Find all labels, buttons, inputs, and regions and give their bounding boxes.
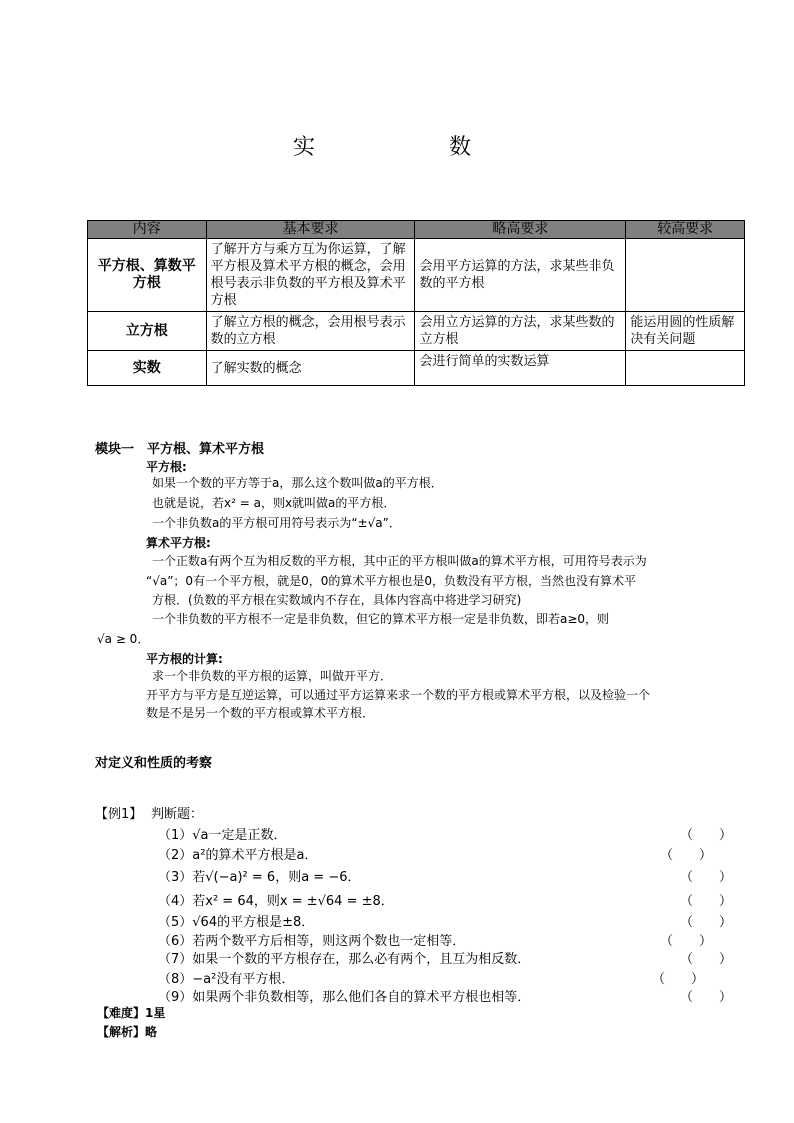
- example-label: 【例1】: [95, 807, 143, 822]
- table-cell-higher: 会进行简单的实数运算: [415, 351, 626, 386]
- answer-blank[interactable]: （ ）: [660, 934, 713, 949]
- section-title-arithmetic-root: 算术平方根:: [146, 536, 211, 550]
- table-cell-basic: 了解立方根的概念，会用根号表示数的立方根: [206, 312, 415, 351]
- answer-blank[interactable]: （ ）: [680, 870, 733, 885]
- example-prompt: 判断题：: [151, 807, 204, 822]
- table-cell-basic: 了解实数的概念: [206, 351, 415, 386]
- section-heading: 对定义和性质的考察: [95, 756, 213, 771]
- question-item: （5）√64的平方根是±8．: [158, 915, 315, 930]
- question-item: （4）若x² = 64，则x = ±√64 = ±8．: [158, 894, 394, 909]
- definition-line: 求一个非负数的平方根的运算，叫做开平方．: [152, 669, 393, 683]
- section-title-square-root: 平方根:: [146, 460, 187, 474]
- answer-blank[interactable]: （ ）: [660, 848, 713, 863]
- table-cell-highest: 能运用圆的性质解决有关问题: [626, 312, 745, 351]
- difficulty-label: 【难度】1星: [97, 1006, 166, 1020]
- definition-line: √a ≥ 0．: [97, 632, 150, 646]
- answer-blank[interactable]: （ ）: [680, 828, 733, 843]
- definition-line: 也就是说，若x² = a，则x就叫做a的平方根．: [152, 496, 396, 510]
- definition-line: 一个非负数的平方根不一定是非负数，但它的算术平方根一定是非负数，即若a≥0，则: [152, 612, 610, 626]
- question-item: （8）−a²没有平方根．: [158, 972, 295, 987]
- table-cell-topic: 平方根、算数平方根: [88, 239, 207, 312]
- table-cell-highest: [626, 351, 745, 386]
- requirements-table: [87, 220, 745, 386]
- table-header: 内容: [88, 221, 207, 239]
- table-row: [88, 351, 745, 386]
- definition-line: 如果一个数的平方等于a，那么这个数叫做a的平方根．: [152, 476, 443, 490]
- question-item: （7）如果一个数的平方根存在，那么必有两个，且互为相反数．: [158, 952, 531, 967]
- table-header: 基本要求: [206, 221, 415, 239]
- question-item: （1）√a一定是正数．: [158, 828, 287, 843]
- section-title-root-calculation: 平方根的计算:: [146, 652, 223, 666]
- table-header-row: [88, 221, 745, 239]
- table-cell-basic: 了解开方与乘方互为你运算，了解平方根及算术平方根的概念，会用根号表示非负数的平方根及算术平方根: [206, 239, 415, 312]
- table-cell-higher: 会用平方运算的方法，求某些非负数的平方根: [415, 239, 626, 312]
- definition-line: “√a”；0有一个平方根，就是0，0的算术平方根也是0，负数没有平方根，当然也没有算术平: [146, 574, 636, 588]
- question-item: （9）如果两个非负数相等，那么他们各自的算术平方根也相等．: [158, 990, 531, 1005]
- definition-line: 方根．(负数的平方根在实数域内不存在，具体内容高中将进学习研究): [152, 593, 522, 607]
- table-cell-higher: 会用立方运算的方法，求某些数的立方根: [415, 312, 626, 351]
- table-row: [88, 239, 745, 312]
- definition-line: 一个正数a有两个互为相反数的平方根，其中正的平方根叫做a的算术平方根，可用符号表示为: [152, 554, 647, 568]
- answer-blank[interactable]: （ ）: [680, 894, 733, 909]
- table-cell-highest: [626, 239, 745, 312]
- analysis-label: 【解析】略: [97, 1025, 158, 1039]
- table-header: 较高要求: [626, 221, 745, 239]
- table-header: 略高要求: [415, 221, 626, 239]
- question-item: （3）若√(−a)² = 6，则a = −6．: [158, 870, 361, 885]
- answer-blank[interactable]: （ ）: [680, 952, 733, 967]
- question-item: （6）若两个数平方后相等，则这两个数也一定相等．: [158, 934, 466, 949]
- table-row: [88, 312, 745, 351]
- table-cell-topic: 实数: [88, 351, 207, 386]
- definition-line: 一个非负数a的平方根可用符号表示为“±√a”．: [152, 516, 401, 530]
- answer-blank[interactable]: （ ）: [652, 972, 705, 987]
- answer-blank[interactable]: （ ）: [680, 990, 733, 1005]
- module-heading: 模块一 平方根、算术平方根: [95, 442, 265, 457]
- answer-blank[interactable]: （ ）: [680, 915, 733, 930]
- page-title: 实 数: [292, 135, 501, 160]
- question-item: （2）a²的算术平方根是a．: [158, 848, 318, 863]
- definition-line: 数是不是另一个数的平方根或算术平方根．: [146, 706, 375, 720]
- definition-line: 开平方与平方是互逆运算，可以通过平方运算来求一个数的平方根或算术平方根，以及检验一个: [146, 688, 651, 702]
- table-cell-topic: 立方根: [88, 312, 207, 351]
